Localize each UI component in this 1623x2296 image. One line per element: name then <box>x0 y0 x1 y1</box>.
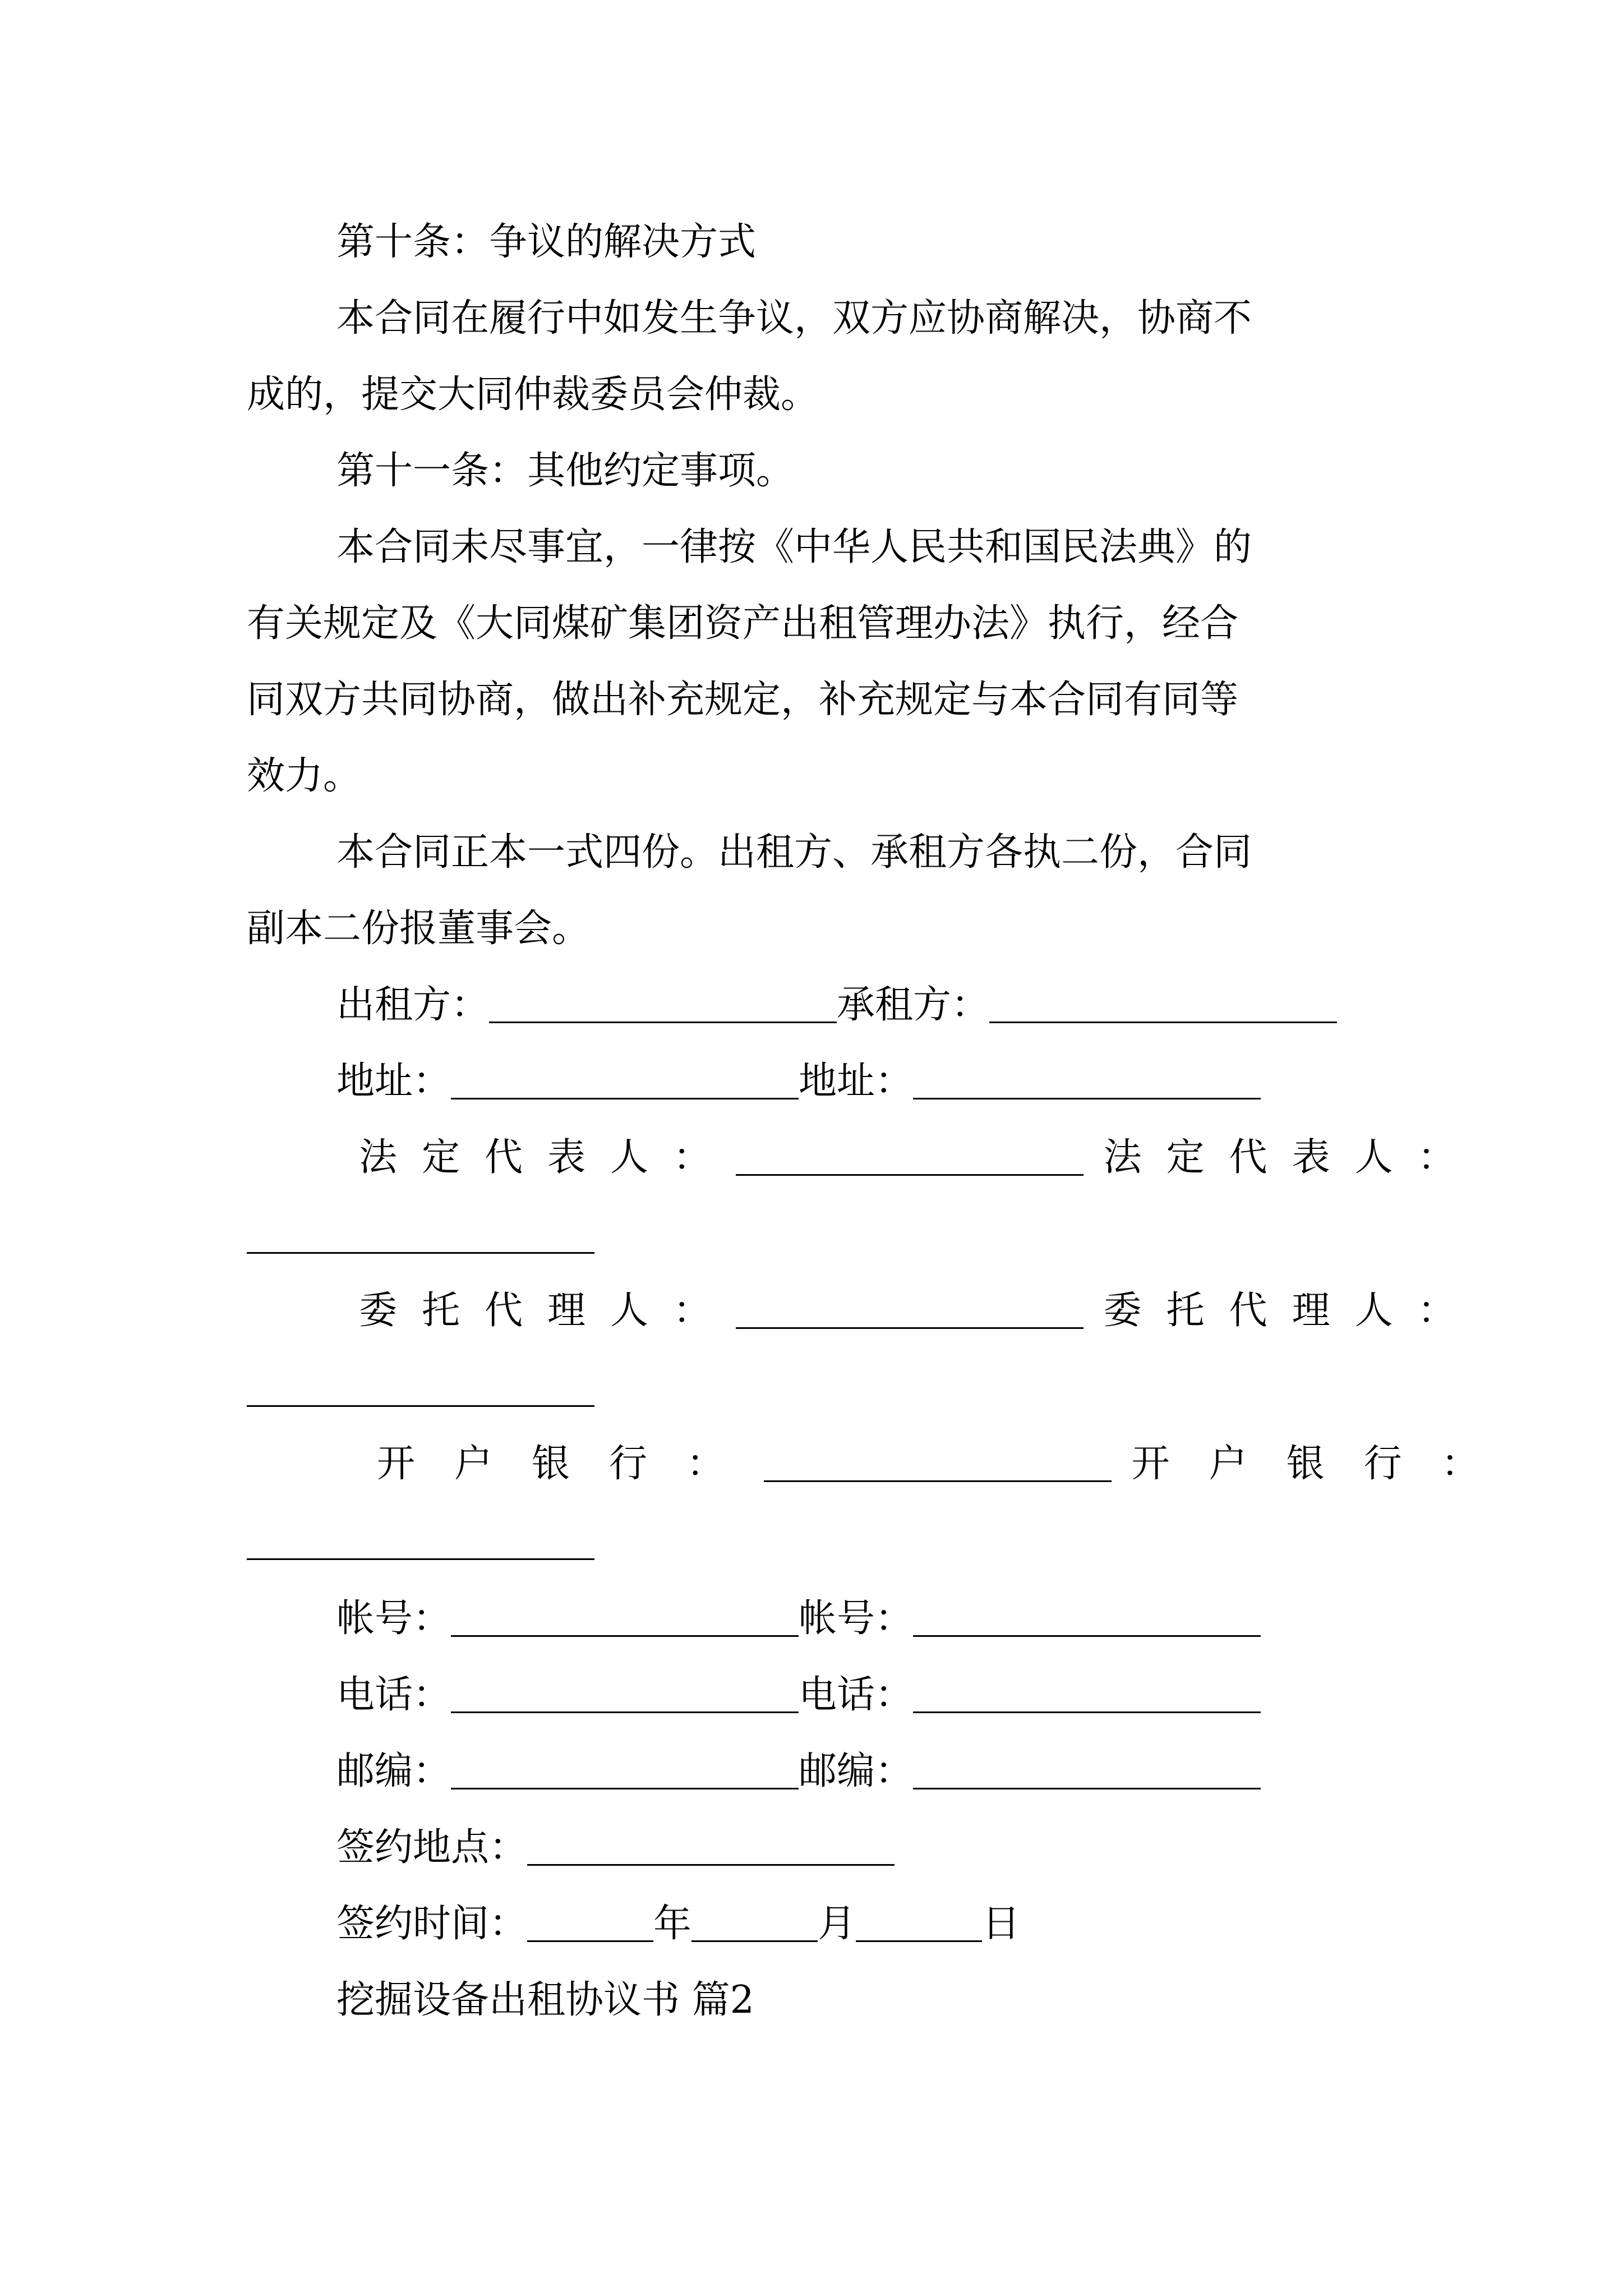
lessee-postcode-blank[interactable] <box>913 1788 1261 1789</box>
article10-body-line1: 本合同在履行中如发生争议，双方应协商解决，协商不 <box>336 296 1252 341</box>
lessee-account-label: 帐号： <box>799 1596 914 1641</box>
day-label: 日 <box>982 1902 1021 1946</box>
article10-title: 第十条：争议的解决方式 <box>336 220 757 264</box>
lessor-postcode-blank[interactable] <box>451 1788 799 1789</box>
lessor-label: 出租方： <box>336 983 490 1027</box>
lessor-bank-label: 开户银行： <box>377 1442 764 1486</box>
lessor-legal-rep-blank[interactable] <box>736 1174 1083 1176</box>
article11-body-line1: 本合同未尽事宜，一律按《中华人民共和国民法典》的 <box>336 525 1252 569</box>
lessee-blank[interactable] <box>989 1022 1337 1023</box>
lessor-account-label: 帐号： <box>336 1596 451 1641</box>
lessor-address-label: 地址： <box>336 1059 451 1103</box>
copies-line1: 本合同正本一式四份。出租方、承租方各执二份，合同 <box>336 830 1252 875</box>
lessor-agent-blank[interactable] <box>736 1327 1083 1329</box>
sign-place-blank[interactable] <box>527 1864 895 1866</box>
lessor-bank-blank[interactable] <box>764 1480 1112 1482</box>
agent-row <box>359 1289 1481 1333</box>
account-row <box>336 1596 1261 1641</box>
article11-title: 第十一条：其他约定事项。 <box>336 449 795 493</box>
lessor-agent-label: 委托代理人： <box>359 1289 736 1333</box>
postcode-row <box>336 1749 1261 1793</box>
lessee-label: 承租方： <box>837 983 990 1027</box>
lessee-phone-label: 电话： <box>799 1673 914 1717</box>
phone-row <box>336 1673 1261 1717</box>
lessee-bank-label: 开户银行： <box>1131 1442 1519 1486</box>
lessor-legal-rep-label: 法定代表人： <box>359 1135 736 1180</box>
lessee-agent-label: 委托代理人： <box>1103 1289 1481 1333</box>
sign-year-blank[interactable] <box>527 1940 653 1942</box>
lessee-legal-rep-blank[interactable] <box>247 1252 594 1254</box>
sign-time-label: 签约时间： <box>336 1902 528 1946</box>
lessee-postcode-label: 邮编： <box>799 1749 914 1793</box>
lessor-postcode-label: 邮编： <box>336 1749 451 1793</box>
lessee-account-blank[interactable] <box>913 1635 1261 1637</box>
address-row <box>336 1059 1261 1103</box>
sign-time-row <box>336 1902 1021 1946</box>
article11-body-line2: 有关规定及《大同煤矿集团资产出租管理办法》执行，经合 <box>247 601 1239 646</box>
lessee-phone-blank[interactable] <box>913 1711 1261 1713</box>
lessee-bank-blank[interactable] <box>247 1558 594 1560</box>
sign-place-label: 签约地点： <box>336 1825 528 1870</box>
lessee-address-label: 地址： <box>799 1059 914 1103</box>
article11-body-line4: 效力。 <box>247 754 362 798</box>
legal-rep-row <box>359 1135 1481 1180</box>
copies-line2: 副本二份报董事会。 <box>247 907 591 951</box>
lessor-address-blank[interactable] <box>451 1098 799 1099</box>
year-label: 年 <box>653 1902 692 1946</box>
sign-month-blank[interactable] <box>691 1940 818 1942</box>
lessee-address-blank[interactable] <box>913 1098 1261 1099</box>
sign-place-row <box>336 1825 895 1870</box>
lessor-phone-label: 电话： <box>336 1673 451 1717</box>
article10-body-line2: 成的，提交大同仲裁委员会仲裁。 <box>247 372 819 417</box>
lessor-blank[interactable] <box>489 1022 837 1023</box>
month-label: 月 <box>818 1902 856 1946</box>
lessor-lessee-row <box>336 983 1337 1027</box>
lessee-legal-rep-label: 法定代表人： <box>1103 1135 1481 1180</box>
next-section-title: 挖掘设备出租协议书 篇2 <box>336 1978 754 2022</box>
article11-body-line3: 同双方共同协商，做出补充规定，补充规定与本合同有同等 <box>247 678 1239 722</box>
bank-row <box>377 1442 1519 1486</box>
sign-day-blank[interactable] <box>856 1940 982 1942</box>
lessor-account-blank[interactable] <box>451 1635 799 1637</box>
lessor-phone-blank[interactable] <box>451 1711 799 1713</box>
lessee-agent-blank[interactable] <box>247 1405 594 1407</box>
